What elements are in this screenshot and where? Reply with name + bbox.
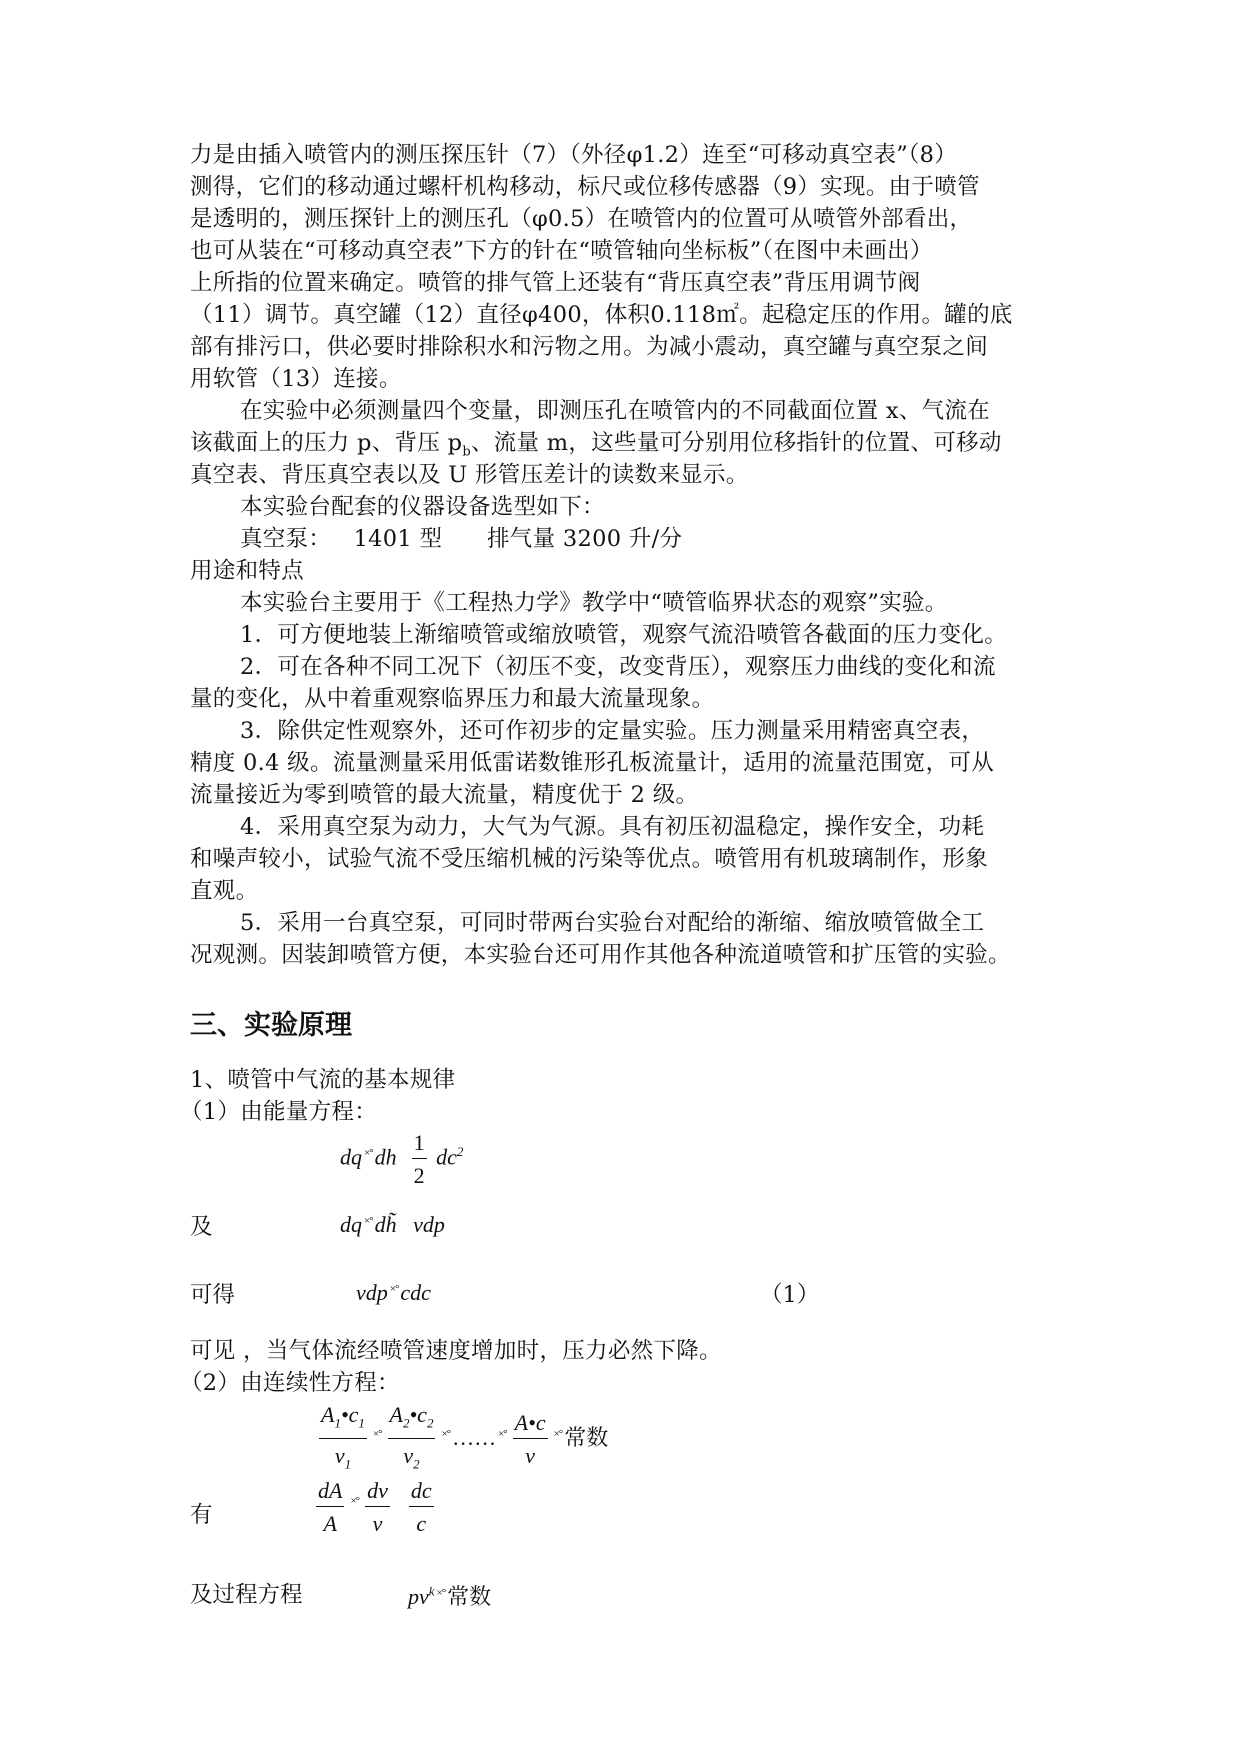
list-item: 4．采用真空泵为动力，大气为气源。具有初压初温稳定，操作安全，功耗 bbox=[240, 814, 985, 840]
pump-spec-line bbox=[240, 524, 682, 554]
text-line: 和噪声较小，试验气流不受压缩机械的污染等优点。喷管用有机玻璃制作，形象 bbox=[190, 846, 989, 872]
text-line: 真空表、背压真空表以及 U 形管压差计的读数来显示。 bbox=[190, 462, 749, 488]
text-line: 可见 ，当气体流经喷管速度增加时，压力必然下降。 bbox=[190, 1338, 722, 1364]
text-line: 上所指的位置来确定。喷管的排气管上还装有“背压真空表”背压用调节阀 bbox=[190, 270, 921, 296]
equation-label: 有 bbox=[190, 1502, 213, 1528]
text-line: 精度 0.4 级。流量测量采用低雷诺数锥形孔板流量计，适用的流量范围宽，可从 bbox=[190, 750, 994, 776]
equation-continuity: $\frac{A_1•c_1}{v_1}$ ×° $\frac{A_2•c_2}{v_2}$ ×°…… ×° $\frac{A•c}{v}$ ×°常数 bbox=[321, 1402, 609, 1472]
equation-number: （1） bbox=[760, 1282, 820, 1308]
text-line: 流量接近为零到喷管的最大流量，精度优于 2 级。 bbox=[190, 782, 699, 808]
subsection-label: （1）由能量方程： bbox=[180, 1099, 378, 1125]
pump-flow: 排气量 3200 升/分 bbox=[487, 526, 683, 552]
list-item: 5．采用一台真空泵，可同时带两台实验台对配给的渐缩、缩放喷管做全工 bbox=[240, 910, 985, 936]
equation-label: 可得 bbox=[190, 1282, 236, 1308]
list-item: 2．可在各种不同工况下（初压不变，改变背压），观察压力曲线的变化和流 bbox=[240, 654, 996, 680]
equation-differential: $\frac{dA}{A}$ ×° $\frac{dv}{v}$ $\frac{dc}{c}$ bbox=[318, 1478, 432, 1536]
pump-label: 真空泵： bbox=[240, 526, 332, 552]
text-line: 力是由插入喷管内的测压探压针（7）（外径φ1.2）连至“可移动真空表”（8） bbox=[190, 142, 958, 168]
text-line: 本实验台配套的仪器设备选型如下： bbox=[240, 494, 605, 520]
usage-heading: 用途和特点 bbox=[190, 558, 305, 584]
text-line: 测得，它们的移动通过螺杆机构移动，标尺或位移传感器（9）实现。由于喷管 bbox=[190, 174, 980, 200]
text-line: 也可从装在“可移动真空表”下方的针在“喷管轴向坐标板”（在图中未画出） bbox=[190, 238, 933, 264]
text-line: 量的变化，从中着重观察临界压力和最大流量现象。 bbox=[190, 686, 715, 712]
equation-energy: dq ×°dh $\frac{1}{2}$ $dc^2$ bbox=[340, 1130, 464, 1188]
text-line: 本实验台主要用于《工程热力学》教学中“喷管临界状态的观察”实验。 bbox=[240, 590, 948, 616]
text-line: （11）调节。真空罐（12）直径φ400，体积0.118㎡。起稳定压的作用。罐的底 bbox=[190, 302, 1013, 328]
subsection-label: （2）由连续性方程： bbox=[180, 1370, 400, 1396]
list-item: 1．可方便地装上渐缩喷管或缩放喷管，观察气流沿喷管各截面的压力变化。 bbox=[240, 622, 1008, 648]
text-line: 该截面上的压力 p、背压 $p_b$、流量 m，这些量可分别用位移指针的位置、可移动 bbox=[190, 430, 1002, 460]
equation-energy-2: dq ×°dh̃ vdp bbox=[340, 1212, 445, 1237]
text-line: 直观。 bbox=[190, 878, 259, 904]
equation-result-1: vdp ×°cdc bbox=[356, 1280, 431, 1305]
equation-label: 及 bbox=[190, 1214, 213, 1240]
text-line: 是透明的，测压探针上的测压孔（φ0.5）在喷管内的位置可从喷管外部看出， bbox=[190, 206, 973, 232]
equation-label: 及过程方程 bbox=[190, 1582, 303, 1608]
list-item: 3．除供定性观察外，还可作初步的定量实验。压力测量采用精密真空表， bbox=[240, 718, 985, 744]
text-line: 况观测。因装卸喷管方便，本实验台还可用作其他各种流道喷管和扩压管的实验。 bbox=[190, 942, 1011, 968]
section-title: 三、实验原理 bbox=[190, 1010, 352, 1041]
equation-process: $pv^k$ ×°常数 bbox=[408, 1583, 492, 1610]
subsection-title: 1、喷管中气流的基本规律 bbox=[190, 1067, 456, 1093]
text-line: 在实验中必须测量四个变量，即测压孔在喷管内的不同截面位置 x、气流在 bbox=[240, 398, 991, 424]
text-line: 部有排污口，供必要时排除积水和污物之用。为减小震动，真空罐与真空泵之间 bbox=[190, 334, 989, 360]
text-line: 用软管（13）连接。 bbox=[190, 366, 402, 392]
pump-model: 1401 型 bbox=[353, 526, 443, 552]
